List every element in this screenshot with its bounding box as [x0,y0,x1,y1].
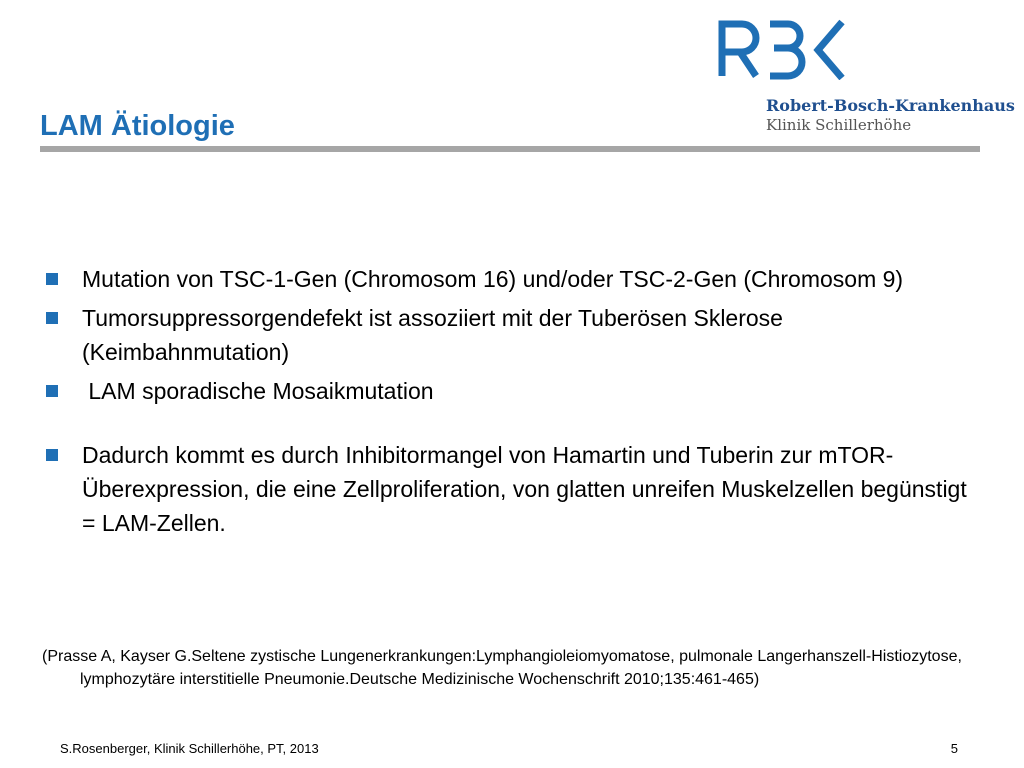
bullet-item [44,262,974,296]
logo-hospital-name: Robert-Bosch-Krankenhaus [766,96,1015,115]
square-bullet-icon [46,385,58,397]
bullet-text: LAM sporadische Mosaikmutation [82,378,434,404]
bullet-text: Dadurch kommt es durch Inhibitormangel von Hamartin und Tuberin zur mTOR-Überexpression, die eine Zellproliferation, von glatten unreifen Muskelzellen begünstigt = LAM-Zellen. [82,442,967,536]
bullet-item [44,374,974,408]
literature-reference: (Prasse A, Kayser G.Seltene zystische Lungenerkrankungen:Lymphangioleiomyomatose, pulmonale Langerhanszell-Histiozytose, lymphozytäre interstitielle Pneumonie.Deutsche Medizinische Wochenschrift 2010;135:461-465) [42,648,962,688]
square-bullet-icon [46,449,58,461]
slide-title: LAM Ätiologie [40,110,235,142]
footer-author: S.Rosenberger, Klinik Schillerhöhe, PT, 2013 [60,741,319,756]
rbk-logo [718,18,1015,138]
bullet-item [44,301,974,369]
bullet-item [44,438,974,540]
bullet-text: Tumorsuppressorgendefekt ist assoziiert mit der Tuberösen Sklerose (Keimbahnmutation) [82,305,783,365]
square-bullet-icon [46,312,58,324]
page-number: 5 [950,741,958,756]
rbk-logo-mark-icon [718,18,848,80]
title-divider [40,146,980,152]
bullet-text: Mutation von TSC-1-Gen (Chromosom 16) und/oder TSC-2-Gen (Chromosom 9) [82,266,904,292]
bullet-list [44,262,974,545]
square-bullet-icon [46,273,58,285]
logo-clinic-name: Klinik Schillerhöhe [766,116,912,134]
